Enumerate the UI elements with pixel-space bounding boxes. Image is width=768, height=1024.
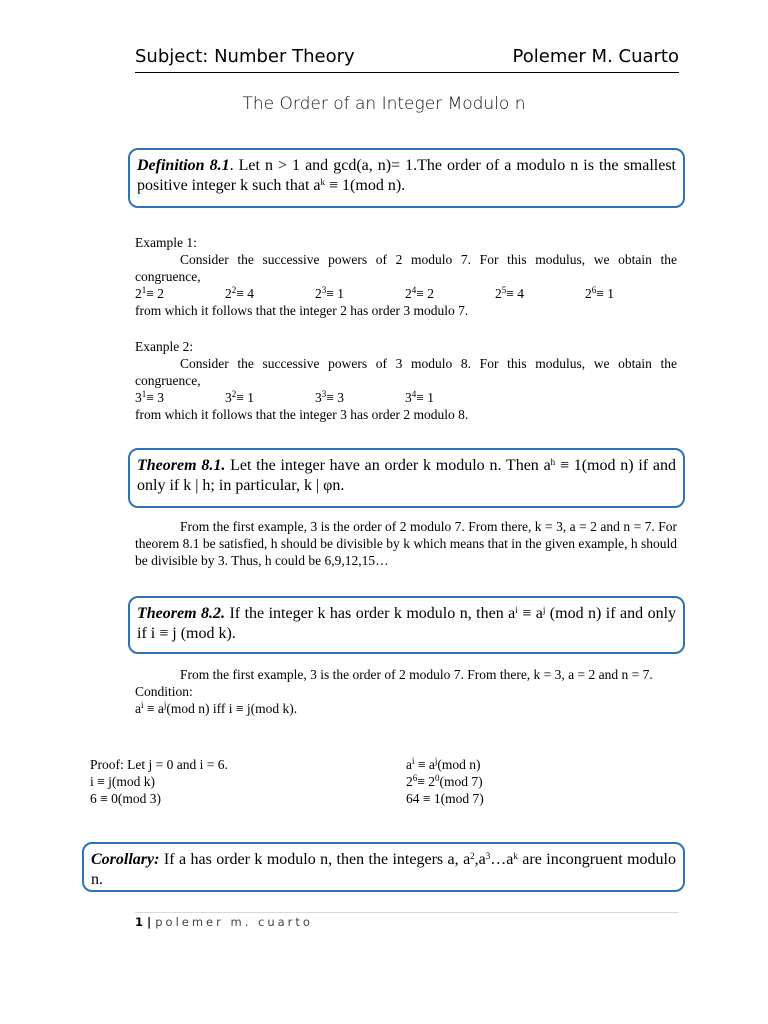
example-1 [135,234,677,319]
page-number: 1 [135,915,144,929]
footer-rule [135,912,679,913]
corollary-label: Corollary: [91,851,160,868]
example-2-powers [135,389,677,406]
definition-label: Definition 8.1 [137,157,230,174]
page-header [135,46,679,72]
proof-line: 6 ≡ 0(mod 3) [90,791,161,806]
proof-line: $2^6\equiv 2^0(mod$ 7) [406,773,483,789]
power-item: $2^4\equiv 2$ [405,285,434,301]
example-2-intro: Consider the successive powers of 3 modulo 8. For this modulus, we obtain the congruence, [135,356,677,388]
condition-formula: $a^i \equiv a^j(mod$ n) iff i ≡ j(mod k). [135,700,298,716]
proof-line: Proof: Let j = 0 and i = 6. [90,757,228,772]
header-rule [135,72,679,73]
power-item: $2^1\equiv 2$ [135,285,164,301]
proof-line: 64 ≡ 1(mod 7) [406,791,484,806]
power-item: $3^3\equiv 3$ [315,389,344,405]
power-item: $2^6\equiv 1$ [585,285,614,301]
proof-line: $a^i \equiv a^j(mod$ n) [406,756,481,772]
page-title: The Order of an Integer Modulo n [242,94,526,114]
example-2 [135,338,677,423]
corollary-box: Corollary: If a has order k modulo n, then the integers a, $a^2,a^3\dots a^k$ are incongruent modulo n. [82,842,685,892]
theorem-8-2-box: Theorem 8.2. If the integer k has order k modulo n, then $a^i \equiv a^j$ (mod n) if and only if i ≡ j (mod k). [128,596,685,654]
page-footer: 1 | polemer m. cuarto [135,915,313,929]
power-item: $2^5\equiv 4$ [495,285,524,301]
example-2-label: Exanple 2: [135,339,194,354]
proof-right [406,756,656,807]
theorem-8-1-box: Theorem 8.1. Let the integer have an order k modulo n. Then $a^h \equiv 1(mod$ n) if and only if k | h; in particular, k | φn. [128,448,685,508]
example-2-conclusion: from which it follows that the integer 3 has order 2 modulo 8. [135,407,469,422]
theorem-8-2-label: Theorem 8.2. [137,605,226,622]
theorem-8-2-explanation [135,666,677,717]
example-1-powers [135,285,677,302]
author-label: Polemer M. Cuarto [512,46,679,67]
power-item: $3^4\equiv 1$ [405,389,434,405]
definition-text: . Let n > 1 and gcd(a, n)= 1.The order of a modulo n is the smallest positive integer k such that a [137,157,677,194]
proof-line: i ≡ j(mod k) [90,774,155,789]
proof-left [90,756,390,807]
subject-label: Subject: Number Theory [135,46,355,67]
power-item: $3^1\equiv 3$ [135,389,164,405]
power-item: $3^2\equiv 1$ [225,389,254,405]
example-1-label: Example 1: [135,235,197,250]
theorem-8-1-label: Theorem 8.1. [137,457,226,474]
power-item: $2^3\equiv 1$ [315,285,344,301]
example-1-intro: Consider the successive powers of 2 modulo 7. For this modulus, we obtain the congruence, [135,252,677,284]
power-item: $2^2\equiv 4$ [225,285,254,301]
definition-box: Definition 8.1. Let n > 1 and gcd(a, n)= 1.The order of a modulo n is the smallest positive integer k such that $a^k \equiv 1(mod$ n). [128,148,685,208]
footer-author: polemer m. cuarto [155,915,313,929]
theorem-8-1-explanation: From the first example, 3 is the order of 2 modulo 7. From there, k = 3, a = 2 and n = 7. For theorem 8.1 be satisfied, h should be divisible by k which means that in the given example, h should be divisible by 3. Thus, h could be 6,9,12,15… [135,519,677,568]
theorem-8-2-intro: From the first example, 3 is the order of 2 modulo 7. From there, k = 3, a = 2 and n = 7. [180,667,653,682]
example-1-conclusion: from which it follows that the integer 2 has order 3 modulo 7. [135,303,469,318]
condition-label: Condition: [135,684,193,699]
